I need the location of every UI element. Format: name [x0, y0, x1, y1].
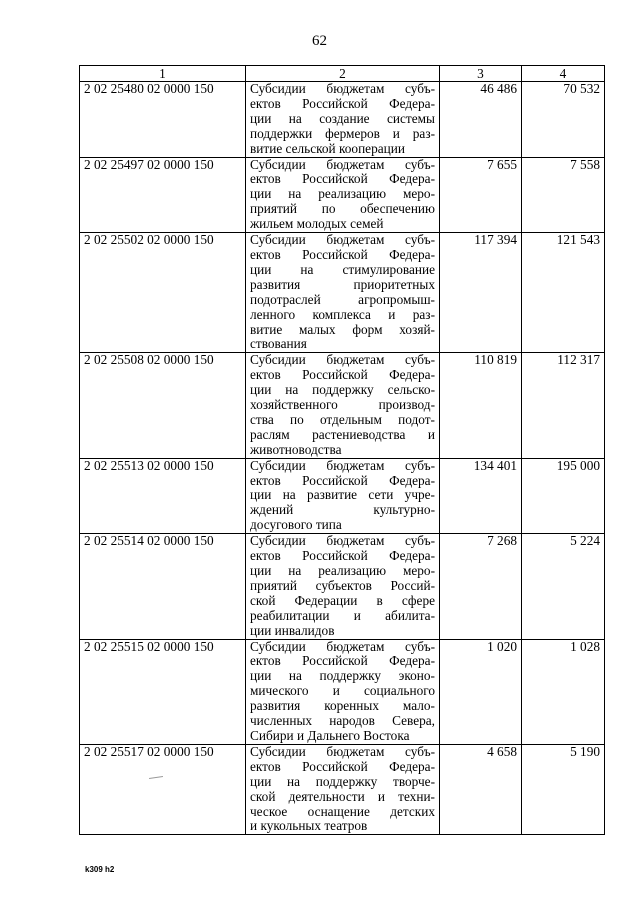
description-line: ции на поддержку сельско- — [250, 382, 435, 398]
amount-col4-cell: 1 028 — [522, 639, 605, 744]
table-row — [80, 353, 605, 458]
description-line: развития коренных мало- — [250, 698, 435, 714]
description-line: ции на стимулирование — [250, 261, 435, 277]
amount-col3-cell: 117 394 — [440, 233, 522, 353]
description-line: ствования — [250, 336, 307, 352]
description-line: ции инвалидов — [250, 622, 335, 638]
budget-table — [79, 65, 605, 835]
description-line: ектов Российской Федера- — [250, 653, 435, 669]
amount-col4-cell: 5 190 — [522, 744, 605, 834]
description-line: Субсидии бюджетам субъ- — [250, 533, 435, 549]
description-line: Субсидии бюджетам субъ- — [250, 352, 435, 368]
description-line: витие сельской кооперации — [250, 140, 405, 156]
description-line: ции на поддержку эконо- — [250, 668, 435, 684]
description-line: хозяйственного производ- — [250, 397, 435, 413]
description-line: Субсидии бюджетам субъ- — [250, 743, 435, 759]
description-line: ектов Российской Федера- — [250, 246, 435, 262]
amount-col4-cell: 7 558 — [522, 157, 605, 233]
description-line: Субсидии бюджетам субъ- — [250, 156, 435, 172]
description-line: ской Федерации в сфере — [250, 592, 435, 608]
table-row — [80, 82, 605, 158]
budget-code-cell: 2 02 25508 02 0000 150 — [80, 353, 246, 458]
description-line: досугового типа — [250, 517, 342, 533]
description-line: ленного комплекса и раз- — [250, 306, 435, 322]
description-line: Субсидии бюджетам субъ- — [250, 81, 435, 96]
description-cell — [246, 639, 440, 744]
table-row — [80, 534, 605, 639]
description-line: мического и социального — [250, 683, 435, 699]
description-line: раслям растениеводства и — [250, 426, 435, 442]
amount-col3-cell: 110 819 — [440, 353, 522, 458]
budget-code-cell: 2 02 25513 02 0000 150 — [80, 458, 246, 534]
table-row — [80, 744, 605, 834]
table-row — [80, 233, 605, 353]
budget-code-cell: 2 02 25514 02 0000 150 — [80, 534, 246, 639]
amount-col4-cell: 70 532 — [522, 82, 605, 158]
description-cell — [246, 744, 440, 834]
description-line: животноводства — [250, 441, 342, 457]
description-line: ции на реализацию меро- — [250, 563, 435, 578]
description-line: численных народов Севера, — [250, 713, 435, 729]
description-cell — [246, 233, 440, 353]
table-body — [80, 82, 605, 835]
description-line: подотраслей агропромыш- — [250, 291, 435, 307]
description-line: ектов Российской Федера- — [250, 171, 435, 187]
footer-code: k309 h2 — [85, 865, 115, 874]
header-row — [80, 66, 605, 82]
amount-col4-cell: 5 224 — [522, 534, 605, 639]
budget-code-cell: 2 02 25515 02 0000 150 — [80, 639, 246, 744]
description-cell — [246, 82, 440, 158]
description-line: ектов Российской Федера- — [250, 95, 435, 111]
description-line: развития приоритетных — [250, 276, 435, 292]
table-row — [80, 458, 605, 534]
description-line: ции на поддержку творче- — [250, 773, 435, 789]
description-line: ектов Российской Федера- — [250, 758, 435, 774]
table-row — [80, 157, 605, 233]
column-header: 2 — [246, 66, 440, 82]
description-line: ции на реализацию меро- — [250, 186, 435, 202]
amount-col3-cell: 46 486 — [440, 82, 522, 158]
description-line: Субсидии бюджетам субъ- — [250, 232, 435, 248]
description-line: реабилитации и абилита- — [250, 607, 435, 623]
page-number: 62 — [312, 33, 327, 49]
amount-col3-cell: 134 401 — [440, 458, 522, 534]
description-cell — [246, 353, 440, 458]
description-line: и кукольных театров — [250, 818, 368, 834]
description-line: ждений культурно- — [250, 502, 435, 518]
column-header: 1 — [80, 66, 246, 82]
description-line: жильем молодых семей — [250, 216, 384, 232]
description-line: Субсидии бюджетам субъ- — [250, 638, 435, 654]
description-line: ектов Российской Федера- — [250, 472, 435, 488]
budget-code-cell: 2 02 25517 02 0000 150 — [80, 744, 246, 834]
description-line: приятий по обеспечению — [250, 201, 435, 217]
amount-col3-cell: 1 020 — [440, 639, 522, 744]
description-line: ции на создание системы — [250, 110, 435, 126]
amount-col4-cell: 121 543 — [522, 233, 605, 353]
amount-col3-cell: 7 655 — [440, 157, 522, 233]
description-line: Субсидии бюджетам субъ- — [250, 457, 435, 473]
amount-col4-cell: 195 000 — [522, 458, 605, 534]
description-line: витие малых форм хозяй- — [250, 321, 435, 337]
amount-col4-cell: 112 317 — [522, 353, 605, 458]
description-line: Сибири и Дальнего Востока — [250, 727, 410, 743]
description-line: приятий субъектов Россий- — [250, 577, 435, 593]
table-row — [80, 639, 605, 744]
description-line: ческое оснащение детских — [250, 803, 435, 819]
description-line: ции на развитие сети учре- — [250, 487, 435, 503]
description-cell — [246, 534, 440, 639]
amount-col3-cell: 7 268 — [440, 534, 522, 639]
description-line: ектов Российской Федера- — [250, 548, 435, 564]
description-line: поддержки фермеров и раз- — [250, 125, 435, 141]
amount-col3-cell: 4 658 — [440, 744, 522, 834]
description-line: ектов Российской Федера- — [250, 367, 435, 383]
column-header: 4 — [522, 66, 605, 82]
description-cell — [246, 157, 440, 233]
column-header: 3 — [440, 66, 522, 82]
description-line: ской деятельности и техни- — [250, 788, 435, 804]
description-cell — [246, 458, 440, 534]
budget-code-cell: 2 02 25502 02 0000 150 — [80, 233, 246, 353]
budget-code-cell: 2 02 25480 02 0000 150 — [80, 82, 246, 158]
budget-code-cell: 2 02 25497 02 0000 150 — [80, 157, 246, 233]
description-line: ства по отдельным подот- — [250, 411, 435, 427]
